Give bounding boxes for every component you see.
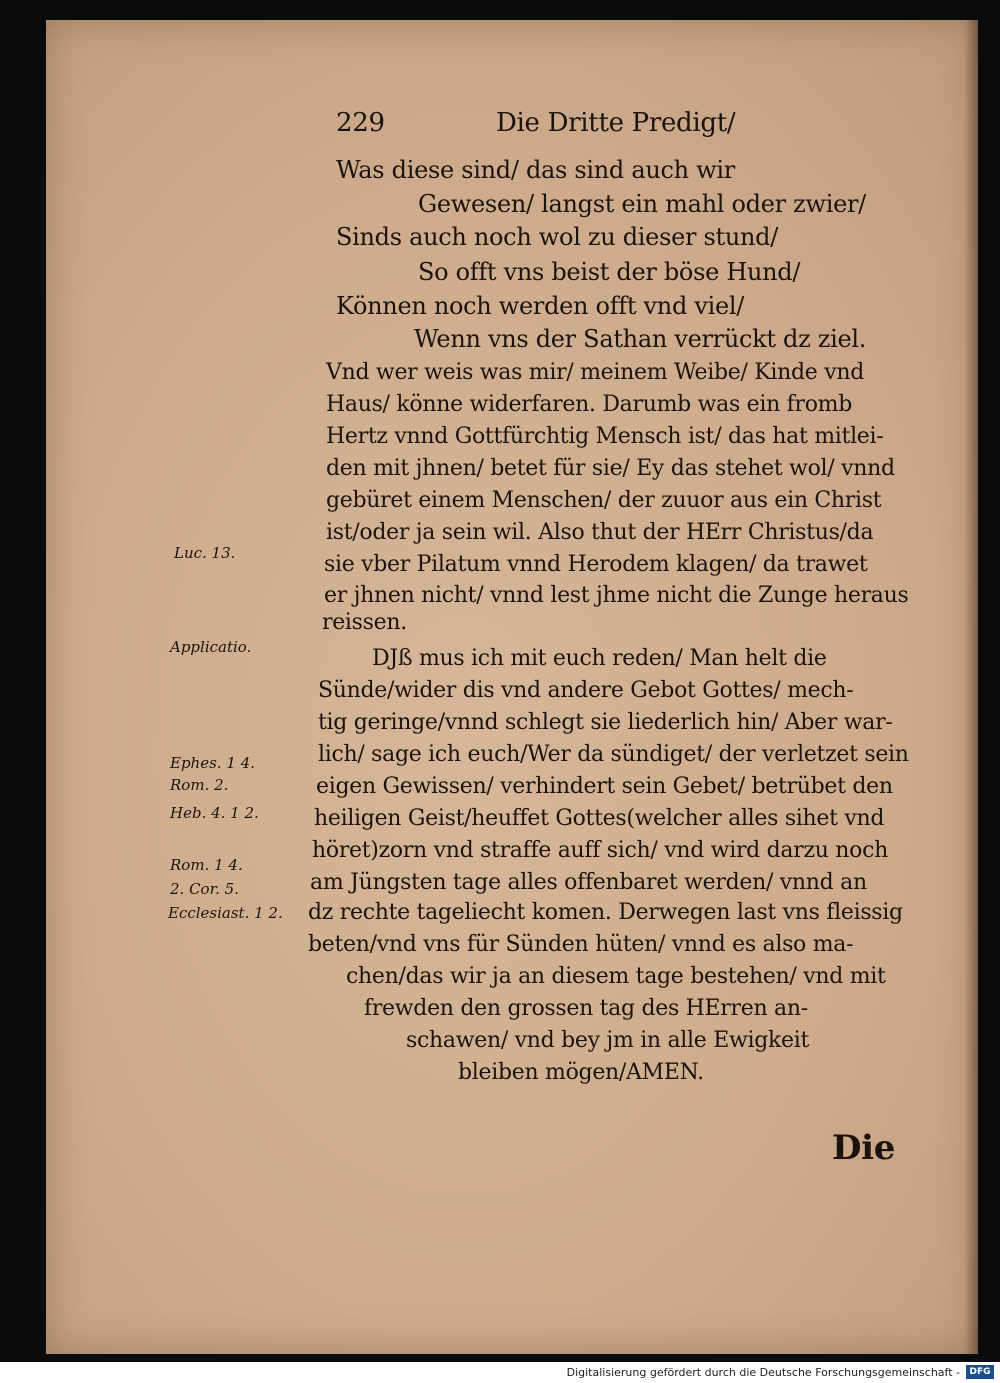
margin-note: 2. Cor. 5. — [170, 880, 239, 898]
verse-line: Gewesen/ langst ein mahl oder zwier/ — [418, 190, 866, 218]
catchword: Die — [832, 1128, 896, 1168]
body-line: Sünde/wider dis vnd andere Gebot Gottes/ mech- — [318, 678, 854, 703]
body-line: Hertz vnnd Gottfürchtig Mensch ist/ das hat mitlei- — [326, 424, 884, 449]
margin-note: Luc. 13. — [174, 544, 236, 562]
book-page — [46, 20, 978, 1354]
body-line: höret)zorn vnd straffe auff sich/ vnd wird darzu noch — [312, 838, 889, 863]
verse-line: Sinds auch noch wol zu dieser stund/ — [336, 223, 779, 251]
verse-line: Können noch werden offt vnd viel/ — [336, 292, 745, 320]
body-line: schawen/ vnd bey jm in alle Ewigkeit — [406, 1028, 810, 1053]
margin-note: Rom. 2. — [170, 776, 229, 794]
dfg-logo: DFG — [966, 1365, 994, 1379]
body-line: frewden den grossen tag des HErren an- — [364, 996, 808, 1021]
body-line: am Jüngsten tage alles offenbaret werden/ vnnd an — [310, 870, 867, 895]
verse-line: Was diese sind/ das sind auch wir — [336, 156, 735, 184]
body-line: DJß mus ich mit euch reden/ Man helt die — [372, 646, 827, 671]
margin-note: Applicatio. — [170, 638, 252, 656]
running-title: Die Dritte Predigt/ — [496, 108, 736, 138]
page-number: 229 — [336, 108, 385, 138]
body-line: er jhnen nicht/ vnnd lest jhme nicht die Zunge heraus — [324, 583, 909, 608]
footer-credit: Digitalisierung gefördert durch die Deutsche Forschungsgemeinschaft - — [566, 1366, 960, 1379]
margin-note: Ecclesiast. 1 2. — [168, 904, 283, 922]
body-line: chen/das wir ja an diesem tage bestehen/ vnd mit — [346, 964, 886, 989]
margin-note: Ephes. 1 4. — [170, 754, 255, 772]
body-line: heiligen Geist/heuffet Gottes(welcher alles sihet vnd — [314, 806, 885, 831]
body-line: Vnd wer weis was mir/ meinem Weibe/ Kinde vnd — [326, 360, 864, 385]
verse-line: Wenn vns der Sathan verrückt dz ziel. — [414, 325, 867, 353]
page-edge-shadow — [964, 20, 978, 1354]
body-line: gebüret einem Menschen/ der zuuor aus ein Christ — [326, 488, 882, 513]
body-line: dz rechte tageliecht komen. Derwegen last vns fleissig — [308, 900, 903, 925]
verse-line: So offt vns beist der böse Hund/ — [418, 258, 801, 286]
body-line: Haus/ könne widerfaren. Darumb was ein fromb — [326, 392, 853, 417]
body-line: ist/oder ja sein wil. Also thut der HErr Christus/da — [326, 520, 874, 545]
margin-note: Heb. 4. 1 2. — [170, 804, 259, 822]
body-line: tig geringe/vnnd schlegt sie liederlich hin/ Aber war- — [318, 710, 893, 735]
body-line: eigen Gewissen/ verhindert sein Gebet/ betrübet den — [316, 774, 893, 799]
body-line: den mit jhnen/ betet für sie/ Ey das stehet wol/ vnnd — [326, 456, 895, 481]
body-line: sie vber Pilatum vnnd Herodem klagen/ da trawet — [324, 552, 868, 577]
body-line: bleiben mögen/AMEN. — [458, 1060, 704, 1085]
body-line: lich/ sage ich euch/Wer da sündiget/ der verletzet sein — [318, 742, 909, 767]
footer-bar — [0, 1362, 1000, 1383]
margin-note: Rom. 1 4. — [170, 856, 243, 874]
body-line: reissen. — [322, 610, 407, 635]
body-line: beten/vnd vns für Sünden hüten/ vnnd es also ma- — [308, 932, 854, 957]
